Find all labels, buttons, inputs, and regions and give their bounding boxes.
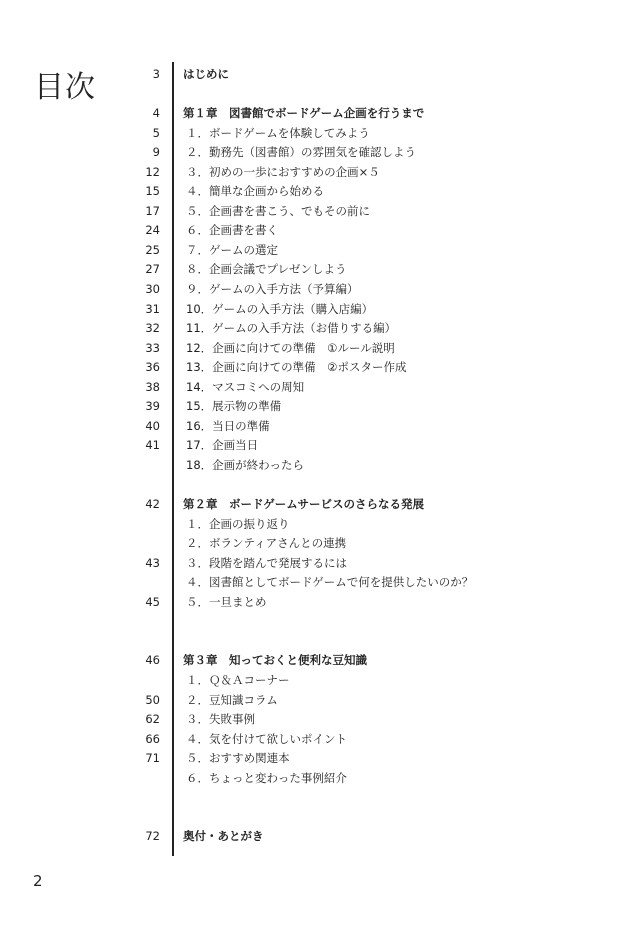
toc-title: ４．図書館としてボードゲームで何を提供したいのか？ [186,575,474,590]
toc-page-number: 31 [145,301,160,316]
toc-spacer [0,632,643,652]
toc-entry [0,730,643,750]
toc-entry [0,378,643,398]
toc-entry [0,554,643,574]
toc-entry [0,769,643,789]
toc-entry [0,358,643,378]
toc-page-number: 50 [145,692,160,707]
toc-title: 12．企画に向けての準備 ①ルール説明 [186,340,395,355]
toc-entry [0,573,643,593]
toc-entry [0,163,643,183]
toc-page-number: 62 [145,712,160,727]
toc-page-number: 40 [145,418,160,433]
toc-title: ６．ちょっと変わった事例紹介 [186,770,347,785]
toc-entry [0,280,643,300]
toc-page-number: 45 [145,594,160,609]
toc-page-number: 71 [145,751,160,766]
toc-title: ３．段階を踏んで発展するには [186,555,347,570]
toc-page-number: 32 [145,321,160,336]
toc-spacer [0,808,643,828]
toc-title: ２．勤務先（図書館）の雰囲気を確認しよう [186,145,416,160]
toc-title: ９．ゲームの入手方法（予算編） [186,282,359,297]
toc-title: １．Ｑ＆Ａコーナー [186,672,290,687]
toc-title: ２．ボランティアさんとの連携 [186,536,347,551]
toc-page-number: 4 [152,106,160,121]
toc-entry [0,534,643,554]
toc-page-number: 30 [145,282,160,297]
toc-entry [0,182,643,202]
toc-entry [0,671,643,691]
toc-entry [0,397,643,417]
toc-title: 17．企画当日 [186,438,259,453]
toc-title: ４．簡単な企画から始める [186,184,324,199]
toc-page-number: 25 [145,242,160,257]
toc-entry [0,436,643,456]
toc-entry [0,593,643,613]
toc-page-number: 46 [145,653,160,668]
toc-page-number: 15 [145,184,160,199]
toc-page-number: 36 [145,360,160,375]
toc-title: 第２章 ボードゲームサービスのさらなる発展 [183,497,425,512]
toc-title: 18．企画が終わったら [186,457,305,472]
toc-spacer [0,85,643,105]
toc-title: １．企画の振り返り [186,516,290,531]
toc-spacer [0,788,643,808]
toc-title: ７．ゲームの選定 [186,242,278,257]
toc-entry [0,456,643,476]
toc-entry [0,691,643,711]
toc-page-number: 38 [145,379,160,394]
toc-heading [0,495,643,515]
toc-entry [0,319,643,339]
toc-title: ４．気を付けて欲しいポイント [186,731,347,746]
toc-title: ８．企画会議でプレゼンしよう [186,262,347,277]
toc-title: ５．一旦まとめ [186,594,267,609]
toc-title: ３．失敗事例 [186,712,255,727]
toc-title: はじめに [183,67,229,81]
toc-entry [0,417,643,437]
toc-heading [0,827,643,847]
toc-title: ２．豆知識コラム [186,692,278,707]
toc-page-number: 66 [145,731,160,746]
toc-entry [0,339,643,359]
toc-entry [0,710,643,730]
toc-page-number: 24 [145,223,160,238]
toc-title: １．ボードゲームを体験してみよう [186,125,370,140]
page-title: 目次 [34,70,96,105]
toc-page-number: 42 [145,497,160,512]
toc-entry [0,143,643,163]
toc-spacer [0,475,643,495]
toc-title: 第１章 図書館でボードゲーム企画を行うまで [183,106,425,121]
toc-page-number: 5 [152,125,160,140]
toc-title: 15．展示物の準備 [186,399,282,414]
toc-entry [0,260,643,280]
toc-entry [0,241,643,261]
toc-title: 10．ゲームの入手方法（購入店編） [186,301,374,316]
toc-entry [0,202,643,222]
toc-title: 13．企画に向けての準備 ②ポスター作成 [186,360,407,375]
toc-entry [0,124,643,144]
table-of-contents [0,65,643,847]
toc-page-number: 12 [145,164,160,179]
toc-title: ５．企画書を書こう、でもその前に [186,203,370,218]
toc-page-number: 33 [145,340,160,355]
page-number: 2 [33,872,43,890]
toc-spacer [0,612,643,632]
toc-title: 11．ゲームの入手方法（お借りする編） [186,321,397,336]
toc-title: 16．当日の準備 [186,418,270,433]
toc-page-number: 41 [145,438,160,453]
toc-entry [0,221,643,241]
toc-page-number: 43 [145,555,160,570]
toc-entry [0,749,643,769]
toc-page-number: 9 [152,145,160,160]
toc-page-number: 72 [145,829,160,844]
toc-title: 第３章 知っておくと便利な豆知識 [183,653,367,668]
toc-page-number: 3 [152,67,160,81]
toc-entry [0,515,643,535]
toc-title: 14．マスコミへの周知 [186,379,305,394]
toc-title: ３．初めの一歩におすすめの企画×５ [186,164,380,179]
toc-page-number: 17 [145,203,160,218]
toc-title: ６．企画書を書く [186,223,278,238]
toc-heading [0,651,643,671]
toc-heading [0,104,643,124]
toc-page-number: 27 [145,262,160,277]
toc-title: 奥付・あとがき [183,829,264,844]
toc-title: ５．おすすめ関連本 [186,751,290,766]
toc-entry [0,300,643,320]
toc-heading [0,65,643,85]
toc-page-number: 39 [145,399,160,414]
